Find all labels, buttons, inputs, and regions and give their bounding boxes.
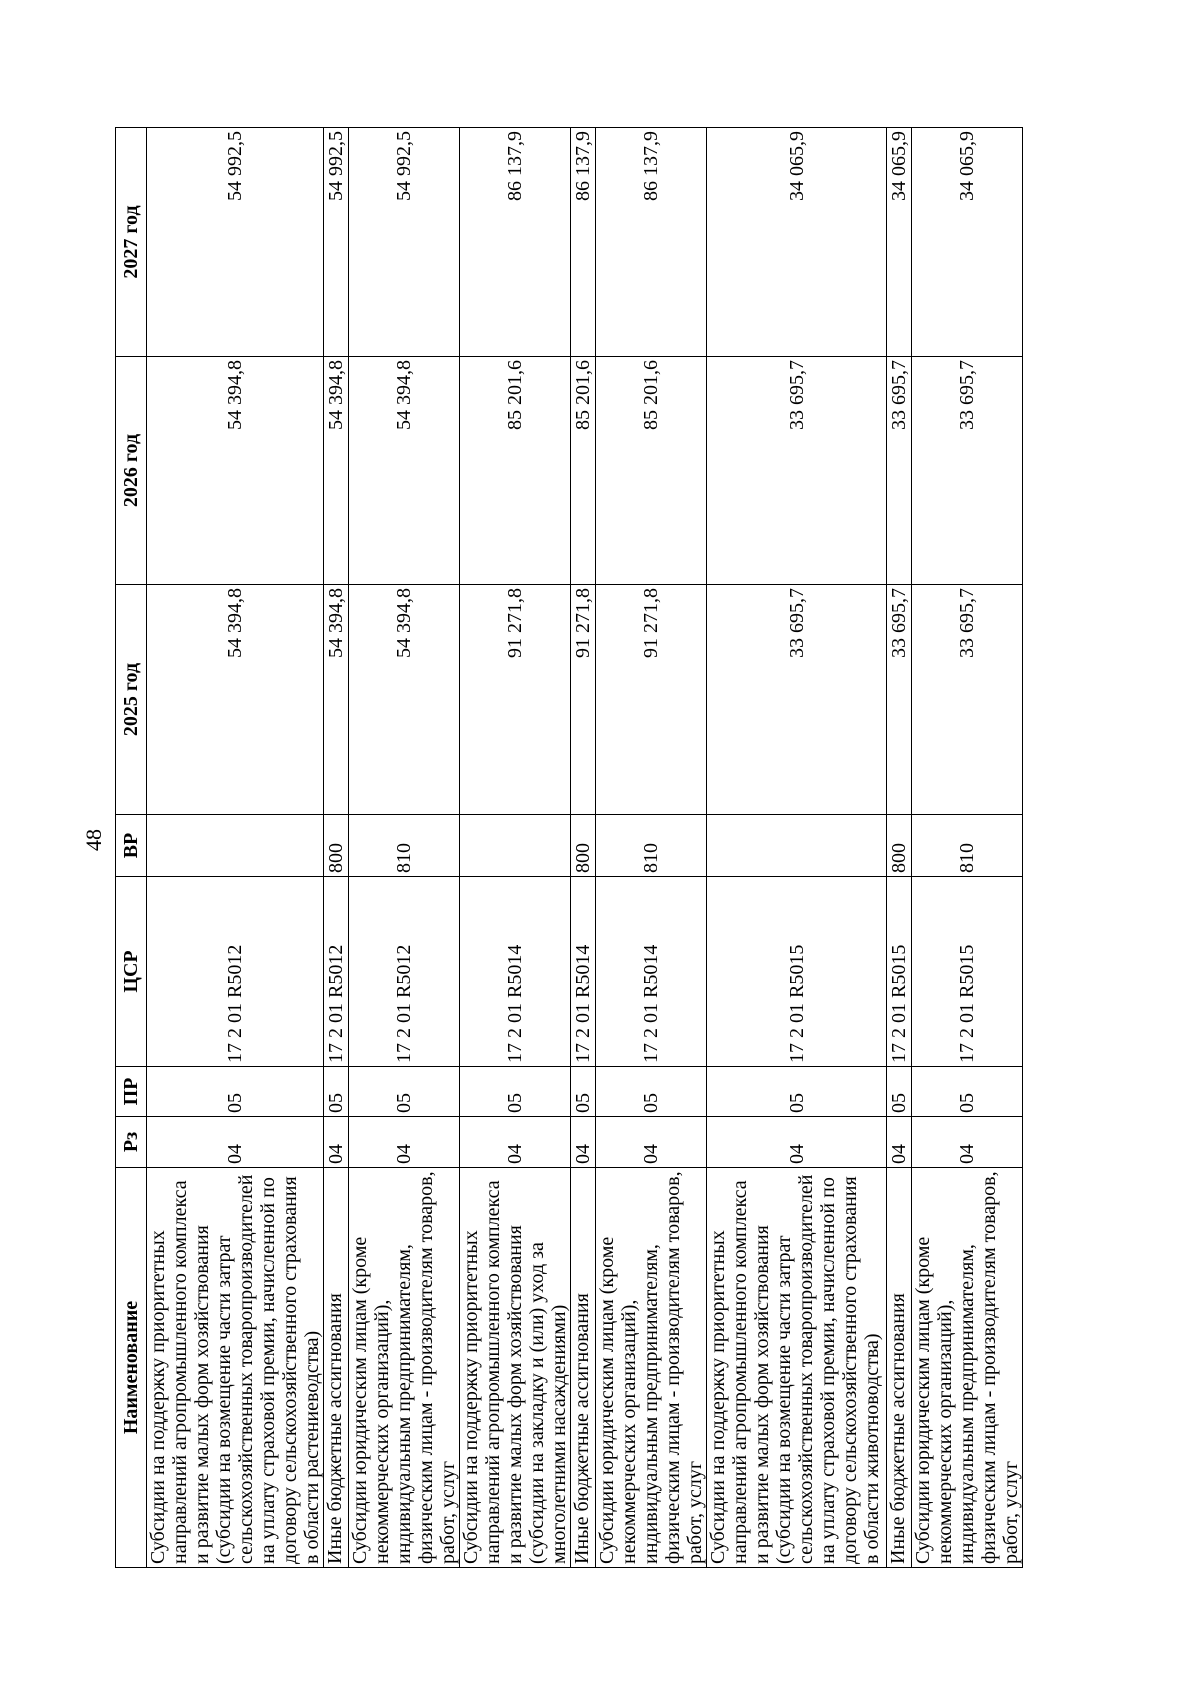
row-csr: 17 2 01 R5014 <box>571 877 596 1067</box>
row-2027: 54 992,5 <box>324 128 349 357</box>
row-2025: 91 271,8 <box>571 585 596 815</box>
row-pr: 05 <box>324 1067 349 1117</box>
row-2026: 85 201,6 <box>571 357 596 585</box>
row-2025: 33 695,7 <box>912 585 1023 815</box>
row-pr: 05 <box>571 1067 596 1117</box>
page-number: 48 <box>81 829 106 851</box>
row-pr: 05 <box>147 1067 324 1117</box>
row-2026: 33 695,7 <box>707 357 887 585</box>
table-row <box>596 128 707 1568</box>
row-2026: 33 695,7 <box>887 357 912 585</box>
row-2027: 54 992,5 <box>147 128 324 357</box>
row-rz: 04 <box>349 1117 460 1168</box>
row-2025: 91 271,8 <box>460 585 571 815</box>
row-csr: 17 2 01 R5014 <box>596 877 707 1067</box>
row-2026: 54 394,8 <box>349 357 460 585</box>
table-row <box>147 128 324 1568</box>
table-row <box>324 128 349 1568</box>
row-name: Субсидии на поддержку приоритетных направлений агропромышленного комплекса и развитие малых форм хозяйствования (субсидии на возмещение части затрат сельскохозяйственных товаропроизводителей на уплату страховой премии, начисленной по договору сельскохозяйственного страхования в области растениеводства) <box>147 1168 324 1568</box>
table-row <box>912 128 1023 1568</box>
row-2027: 86 137,9 <box>571 128 596 357</box>
row-csr: 17 2 01 R5014 <box>460 877 571 1067</box>
header-pr: ПР <box>116 1067 147 1117</box>
row-csr: 17 2 01 R5015 <box>707 877 887 1067</box>
row-csr: 17 2 01 R5015 <box>887 877 912 1067</box>
row-2027: 86 137,9 <box>596 128 707 357</box>
row-2026: 85 201,6 <box>596 357 707 585</box>
row-name: Субсидии на поддержку приоритетных направлений агропромышленного комплекса и развитие малых форм хозяйствования (субсидии на закладку и (или) уход за многолетними насаждениями) <box>460 1168 571 1568</box>
row-2025: 33 695,7 <box>887 585 912 815</box>
row-name: Иные бюджетные ассигнования <box>887 1168 912 1568</box>
row-vr: 810 <box>596 815 707 877</box>
row-vr: 810 <box>912 815 1023 877</box>
table-header-row <box>116 128 147 1568</box>
table-row <box>460 128 571 1568</box>
row-2027: 34 065,9 <box>912 128 1023 357</box>
row-csr: 17 2 01 R5012 <box>147 877 324 1067</box>
row-vr: 800 <box>571 815 596 877</box>
row-pr: 05 <box>460 1067 571 1117</box>
row-rz: 04 <box>460 1117 571 1168</box>
row-rz: 04 <box>912 1117 1023 1168</box>
row-rz: 04 <box>596 1117 707 1168</box>
row-name: Субсидии юридическим лицам (кроме некоммерческих организаций), индивидуальным предпринимателям, физическим лицам - производителям товаров, работ, услуг <box>349 1168 460 1568</box>
row-rz: 04 <box>707 1117 887 1168</box>
header-csr: ЦСР <box>116 877 147 1067</box>
row-vr: 810 <box>349 815 460 877</box>
header-name: Наименование <box>116 1168 147 1568</box>
header-2025: 2025 год <box>116 585 147 815</box>
header-2026: 2026 год <box>116 357 147 585</box>
row-2025: 54 394,8 <box>349 585 460 815</box>
row-2026: 85 201,6 <box>460 357 571 585</box>
row-name: Субсидии на поддержку приоритетных направлений агропромышленного комплекса и развитие малых форм хозяйствования (субсидии на возмещение части затрат сельскохозяйственных товаропроизводителей на уплату страховой премии, начисленной по договору сельскохозяйственного страхования в области животноводства) <box>707 1168 887 1568</box>
row-2027: 86 137,9 <box>460 128 571 357</box>
table-row <box>571 128 596 1568</box>
header-vr: ВР <box>116 815 147 877</box>
row-2027: 34 065,9 <box>887 128 912 357</box>
row-2025: 54 394,8 <box>147 585 324 815</box>
table-row <box>349 128 460 1568</box>
table-row <box>707 128 887 1568</box>
row-rz: 04 <box>571 1117 596 1168</box>
row-2027: 34 065,9 <box>707 128 887 357</box>
row-2026: 54 394,8 <box>324 357 349 585</box>
header-2027: 2027 год <box>116 128 147 357</box>
row-vr <box>147 815 324 877</box>
row-vr <box>460 815 571 877</box>
row-name: Иные бюджетные ассигнования <box>571 1168 596 1568</box>
row-pr: 05 <box>887 1067 912 1117</box>
rotated-table-container <box>115 128 1076 1568</box>
row-rz: 04 <box>147 1117 324 1168</box>
row-name: Субсидии юридическим лицам (кроме некоммерческих организаций), индивидуальным предпринимателям, физическим лицам - производителям товаров, работ, услуг <box>912 1168 1023 1568</box>
budget-table <box>115 127 1023 1568</box>
row-csr: 17 2 01 R5012 <box>349 877 460 1067</box>
table-row <box>887 128 912 1568</box>
row-csr: 17 2 01 R5015 <box>912 877 1023 1067</box>
row-rz: 04 <box>887 1117 912 1168</box>
row-2026: 33 695,7 <box>912 357 1023 585</box>
row-vr: 800 <box>887 815 912 877</box>
row-rz: 04 <box>324 1117 349 1168</box>
row-2025: 91 271,8 <box>596 585 707 815</box>
row-csr: 17 2 01 R5012 <box>324 877 349 1067</box>
header-rz: Рз <box>116 1117 147 1168</box>
row-vr: 800 <box>324 815 349 877</box>
row-2025: 54 394,8 <box>324 585 349 815</box>
row-pr: 05 <box>596 1067 707 1117</box>
row-pr: 05 <box>707 1067 887 1117</box>
row-pr: 05 <box>349 1067 460 1117</box>
row-name: Иные бюджетные ассигнования <box>324 1168 349 1568</box>
row-pr: 05 <box>912 1067 1023 1117</box>
row-2025: 33 695,7 <box>707 585 887 815</box>
row-name: Субсидии юридическим лицам (кроме некоммерческих организаций), индивидуальным предпринимателям, физическим лицам - производителям товаров, работ, услуг <box>596 1168 707 1568</box>
row-2026: 54 394,8 <box>147 357 324 585</box>
row-2027: 54 992,5 <box>349 128 460 357</box>
row-vr <box>707 815 887 877</box>
